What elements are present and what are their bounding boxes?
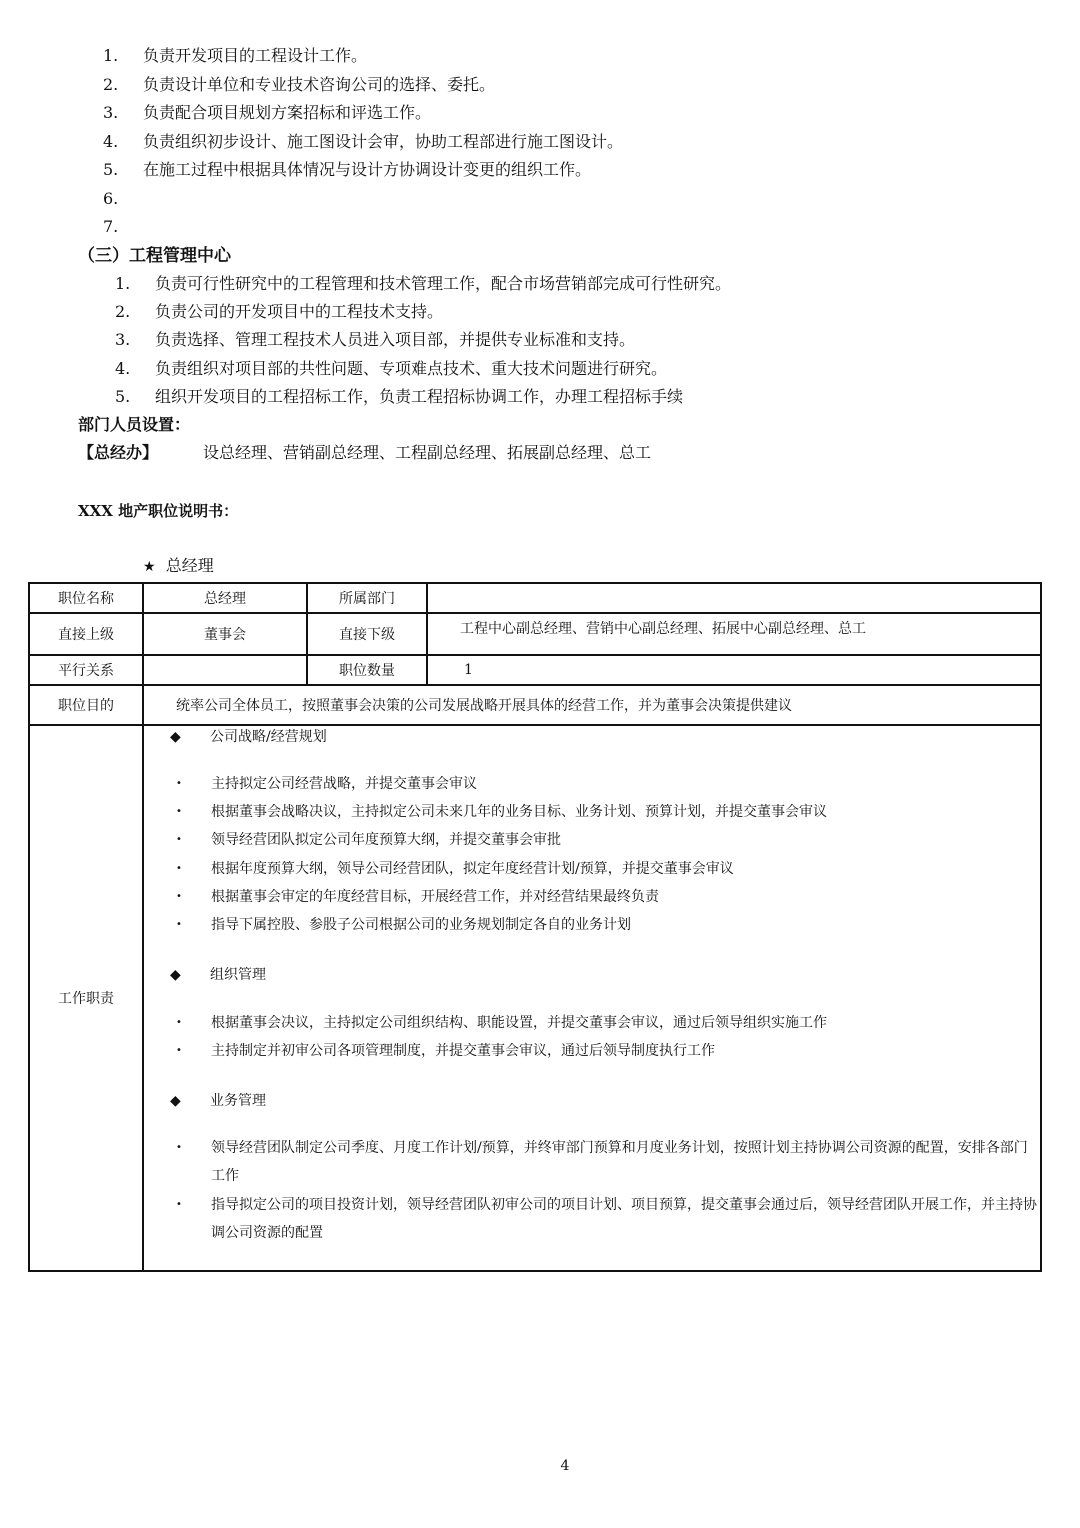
- duty-text: 主持制定并初审公司各项管理制度，并提交董事会审议，通过后领导制度执行工作: [211, 1043, 715, 1059]
- list-item: [0, 326, 1080, 354]
- position-table: [28, 582, 1042, 1272]
- item-text: 负责设计单位和专业技术咨询公司的选择、委托。: [143, 74, 496, 94]
- group-title: 业务管理: [210, 1093, 266, 1109]
- bullet-icon: •: [176, 1017, 182, 1028]
- gm-office-line: [78, 440, 652, 466]
- cell-label: 直接下级: [307, 613, 427, 655]
- section-heading: （三）工程管理中心: [78, 246, 231, 266]
- cell-value-container: [427, 613, 1041, 655]
- bullet-icon: •: [176, 863, 182, 874]
- bullet-icon: •: [176, 891, 182, 902]
- duty-item: [176, 1134, 1038, 1190]
- duty-item: [176, 855, 1038, 883]
- cell-value: 统率公司全体员工，按照董事会决策的公司发展战略开展具体的经营工作，并为董事会决策提供建议: [143, 685, 1041, 725]
- item-text: 负责开发项目的工程设计工作。: [143, 46, 368, 65]
- list-item: [0, 128, 1080, 157]
- item-number: 7.: [103, 217, 119, 236]
- item-text: 负责配合项目规划方案招标和评选工作。: [143, 103, 432, 122]
- design-duties-list: [0, 42, 1080, 242]
- list-item: [0, 156, 1080, 185]
- list-item: [0, 71, 1080, 100]
- item-number: 1.: [115, 274, 131, 293]
- role-title-text: 总经理: [165, 556, 214, 575]
- list-item: [0, 383, 1080, 411]
- duty-group-heading: [170, 964, 266, 984]
- item-number: 3.: [115, 330, 131, 350]
- bullet-icon: •: [176, 1199, 182, 1210]
- bullet-icon: •: [176, 1045, 182, 1056]
- list-item: [0, 298, 1080, 326]
- role-heading: [143, 554, 214, 579]
- duty-text: 领导经营团队制定公司季度、月度工作计划/预算，并终审部门预算和月度业务计划，按照计划主持协调公司资源的配置，安排各部门工作: [211, 1140, 1028, 1184]
- item-text: 在施工过程中根据具体情况与设计方协调设计变更的组织工作。: [143, 160, 592, 179]
- duty-item: [176, 911, 1038, 939]
- item-number: 2.: [103, 74, 119, 94]
- table-row: [29, 685, 1041, 725]
- cell-label: 职位目的: [29, 685, 143, 725]
- bullet-icon: •: [176, 1142, 182, 1153]
- item-text: 负责选择、管理工程技术人员进入项目部，并提供专业标准和支持。: [155, 330, 636, 350]
- list-item: [0, 99, 1080, 128]
- duty-item: [176, 798, 1038, 826]
- list-item: [0, 270, 1080, 298]
- cell-value: 董事会: [143, 613, 307, 655]
- cell-label: 所属部门: [307, 583, 427, 613]
- item-number: 2.: [115, 302, 131, 322]
- cell-label: 工作职责: [29, 725, 143, 1271]
- diamond-icon: ◆: [170, 967, 181, 983]
- diamond-icon: ◆: [170, 729, 181, 745]
- cell-value: [427, 583, 1041, 613]
- item-text: 组织开发项目的工程招标工作，负责工程招标协调工作，办理工程招标手续: [155, 386, 684, 406]
- cell-value: 总经理: [143, 583, 307, 613]
- cell-label: 直接上级: [29, 613, 143, 655]
- cell-label: 平行关系: [29, 655, 143, 685]
- duty-text: 主持拟定公司经营战略，并提交董事会审议: [211, 776, 477, 792]
- item-text: 负责组织对项目部的共性问题、专项难点技术、重大技术问题进行研究。: [155, 358, 668, 378]
- duty-group-heading: [170, 726, 327, 746]
- duty-text: 指导拟定公司的项目投资计划，领导经营团队初审公司的项目计划、项目预算，提交董事会通过后，领导经营团队开展工作，并主持协调公司资源的配置: [211, 1197, 1037, 1241]
- cell-label: 职位数量: [307, 655, 427, 685]
- list-item: [0, 185, 1080, 214]
- cell-value: 1: [427, 655, 1041, 685]
- list-item: [0, 42, 1080, 71]
- duty-text: 领导经营团队拟定公司年度预算大纲，并提交董事会审批: [211, 832, 561, 848]
- bullet-icon: •: [176, 806, 182, 817]
- bullet-icon: •: [176, 919, 182, 930]
- duty-item: [176, 1037, 1038, 1065]
- table-row: [29, 725, 1041, 1271]
- list-item: [0, 355, 1080, 383]
- page-number: 4: [560, 1458, 570, 1474]
- engineering-center-duties-list: [0, 270, 1080, 411]
- cell-value: [143, 655, 307, 685]
- table-row: [29, 655, 1041, 685]
- diamond-icon: ◆: [170, 1093, 181, 1109]
- duty-item: [176, 770, 1038, 798]
- document-title: XXX 地产职位说明书：: [78, 502, 239, 520]
- cell-value: 工程中心副总经理、营销中心副总经理、拓展中心副总经理、总工: [460, 621, 866, 637]
- duty-text: 根据年度预算大纲，领导公司经营团队，拟定年度经营计划/预算，并提交董事会审议: [211, 861, 734, 877]
- duty-group-heading: [170, 1090, 266, 1110]
- item-text: 负责公司的开发项目中的工程技术支持。: [155, 302, 444, 322]
- table-row: [29, 583, 1041, 613]
- duties-cell: [143, 725, 1041, 1271]
- star-icon: ★: [143, 559, 156, 575]
- item-number: 4.: [103, 131, 119, 151]
- duties-content: [144, 726, 1040, 1270]
- duty-text: 根据董事会决议，主持拟定公司组织结构、职能设置，并提交董事会审议，通过后领导组织实施工作: [211, 1015, 827, 1031]
- item-number: 1.: [103, 46, 119, 65]
- group-title: 公司战略/经营规划: [210, 729, 327, 745]
- department-staffing-heading: 部门人员设置：: [78, 415, 191, 434]
- table-row: [29, 613, 1041, 655]
- item-number: 5.: [115, 386, 131, 406]
- item-number: 6.: [103, 188, 119, 208]
- cell-label: 职位名称: [29, 583, 143, 613]
- bullet-icon: •: [176, 778, 182, 789]
- duty-item: [176, 883, 1038, 911]
- item-number: 5.: [103, 160, 119, 179]
- item-number: 4.: [115, 358, 131, 378]
- duty-item: [176, 826, 1038, 854]
- item-text: 负责组织初步设计、施工图设计会审，协助工程部进行施工图设计。: [143, 131, 624, 151]
- duty-text: 根据董事会战略决议，主持拟定公司未来几年的业务目标、业务计划、预算计划，并提交董事会审议: [211, 804, 827, 820]
- duty-text: 根据董事会审定的年度经营目标，开展经营工作，并对经营结果最终负责: [211, 889, 659, 905]
- duty-item: [176, 1191, 1038, 1247]
- item-number: 3.: [103, 103, 119, 122]
- bullet-icon: •: [176, 834, 182, 845]
- duty-text: 指导下属控股、参股子公司根据公司的业务规划制定各自的业务计划: [211, 917, 631, 933]
- duty-item: [176, 1009, 1038, 1037]
- gm-office-value: 设总经理、营销副总经理、工程副总经理、拓展副总经理、总工: [203, 443, 652, 462]
- list-item: [0, 213, 1080, 242]
- item-text: 负责可行性研究中的工程管理和技术管理工作，配合市场营销部完成可行性研究。: [155, 274, 732, 293]
- group-title: 组织管理: [210, 967, 266, 983]
- gm-office-label: 【总经办】: [78, 443, 159, 462]
